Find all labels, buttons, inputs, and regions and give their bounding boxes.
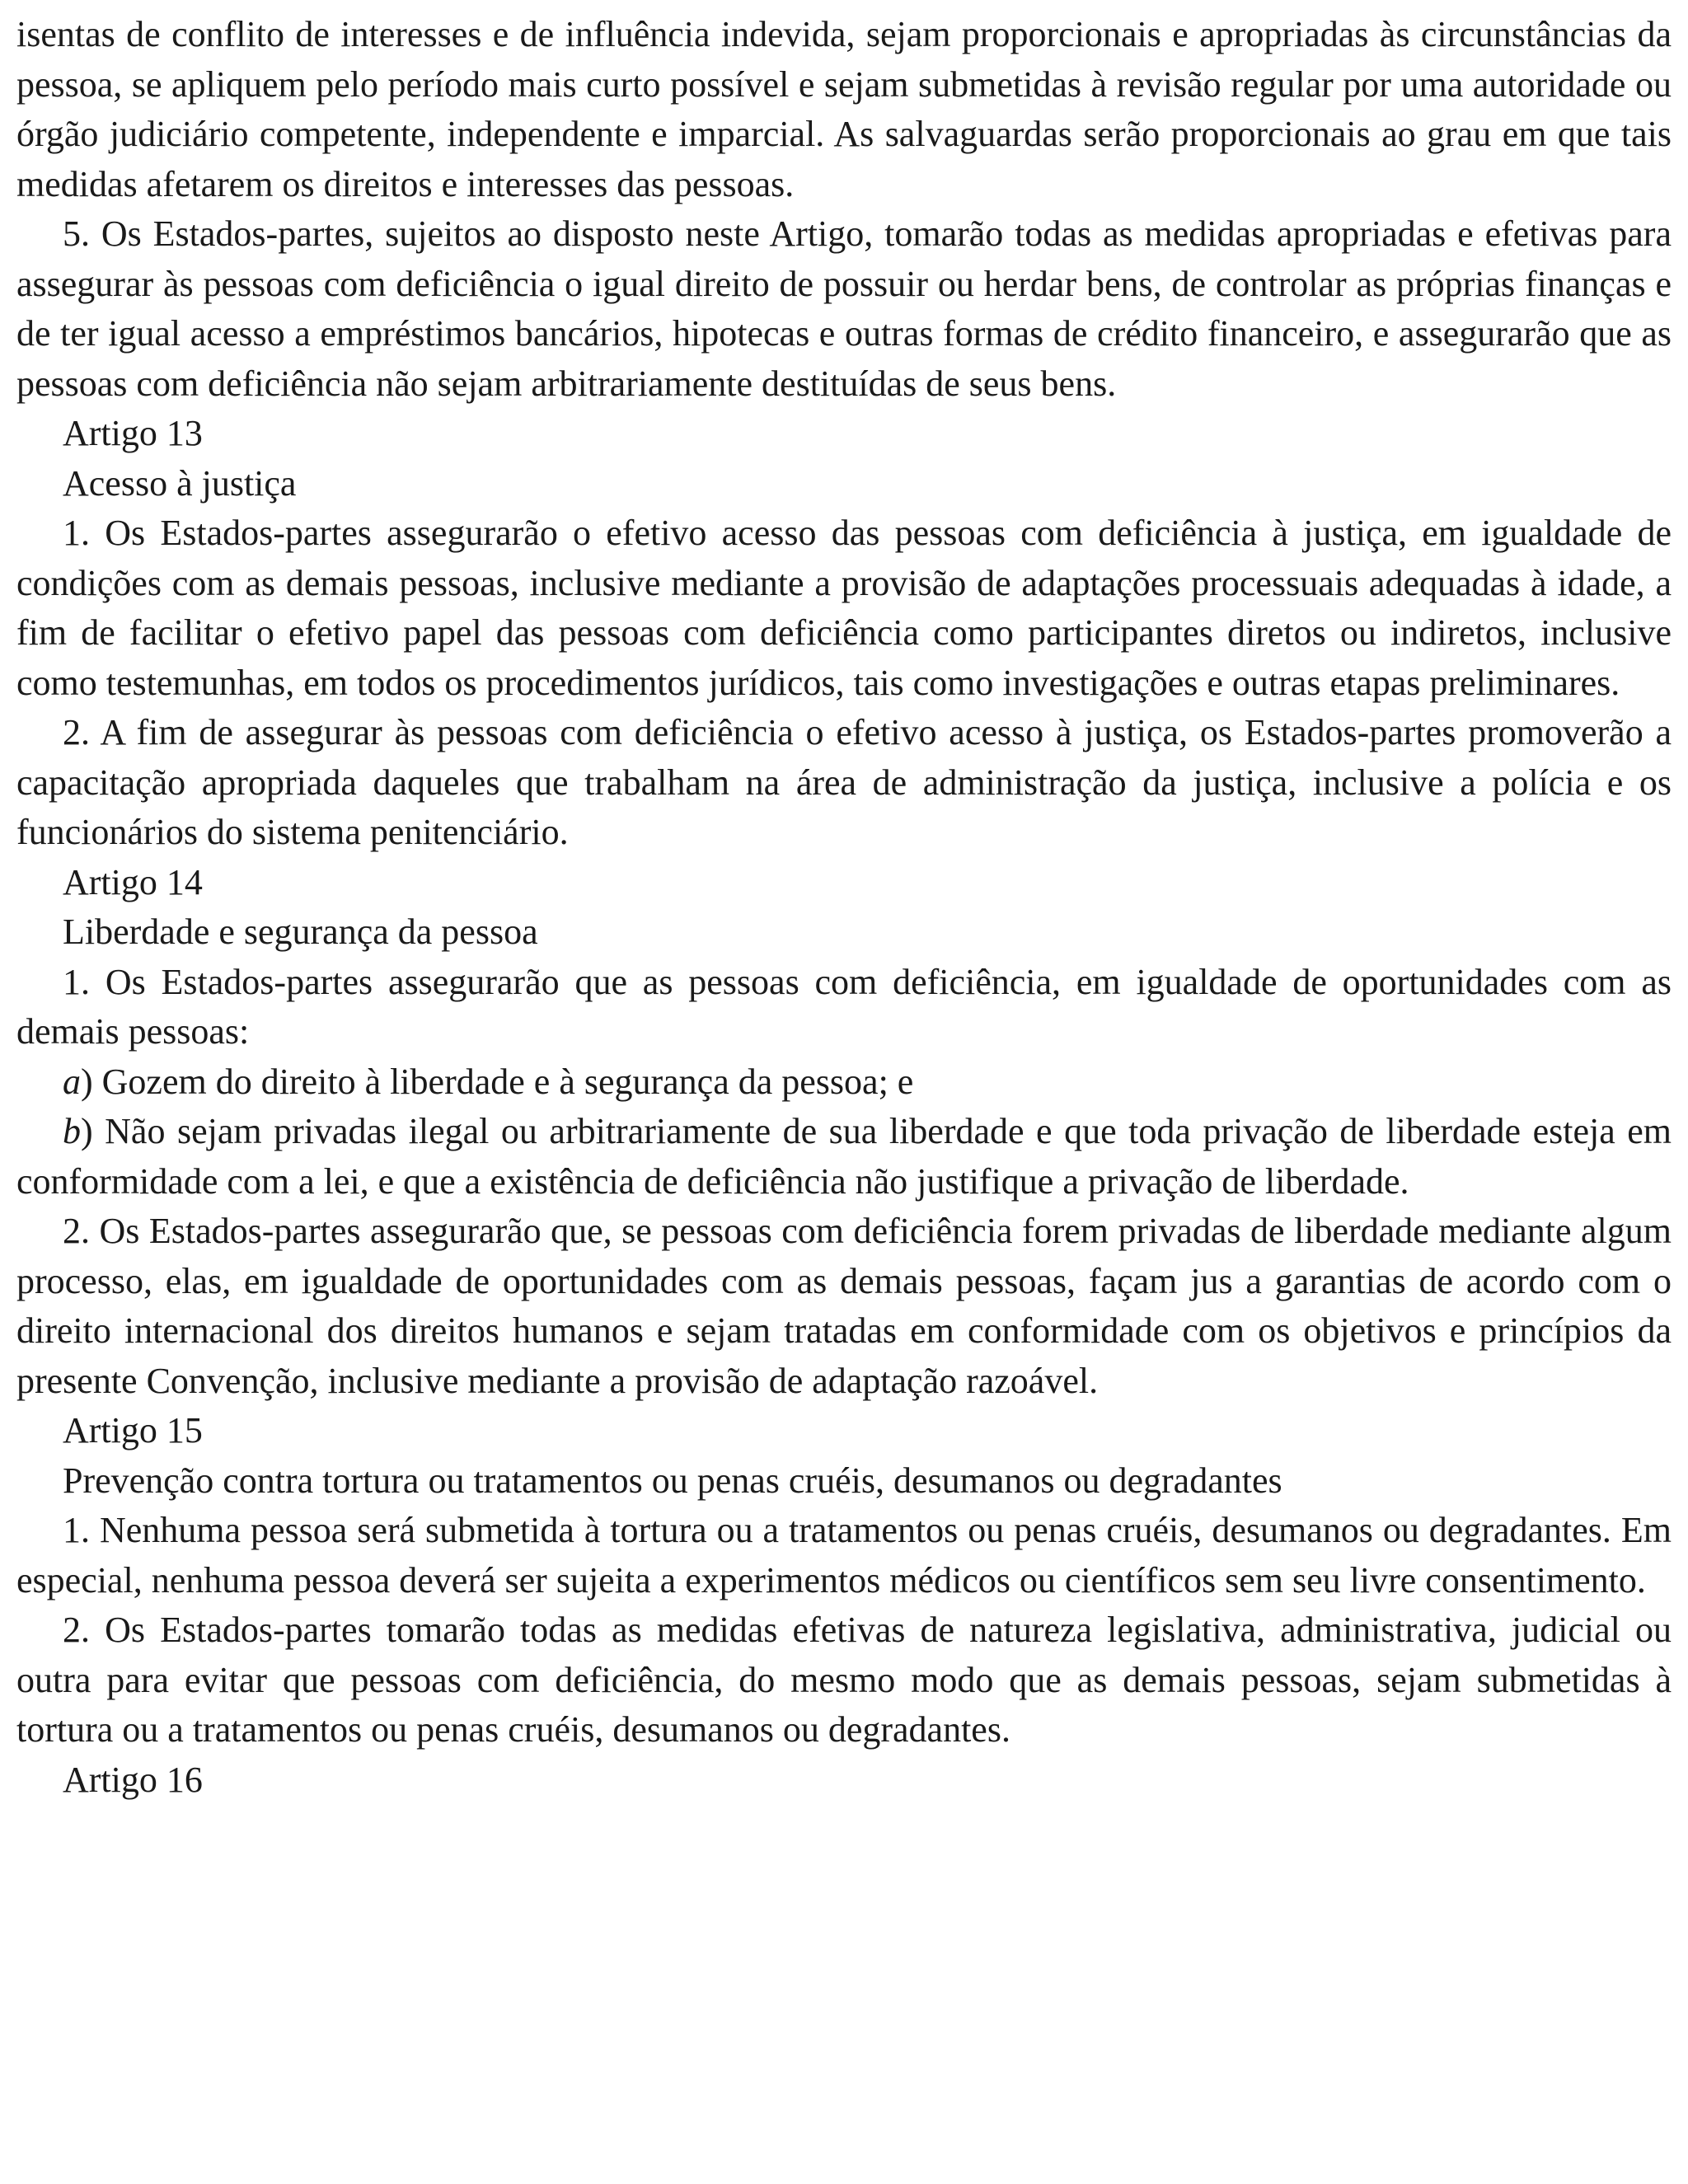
article-16-heading: Artigo 16 (63, 1759, 203, 1800)
item-letter-b: b (63, 1111, 81, 1151)
item-letter-a: a (63, 1061, 81, 1102)
article-14-heading: Artigo 14 (63, 861, 203, 902)
article-15-paragraph-2: 2. Os Estados-partes tomarão todas as medidas efetivas de natureza legislativa, administrativa, judicial ou outra para evitar que pessoas com deficiência, do mesmo modo que as demais pessoas, sejam submetidas à tortura ou a tratamentos ou penas cruéis, desumanos ou degradantes. (16, 1610, 1672, 1750)
article-15-title: Prevenção contra tortura ou tratamentos ou penas cruéis, desumanos ou degradantes (63, 1460, 1282, 1501)
article-13-title: Acesso à justiça (63, 462, 297, 504)
article-14-item-a (16, 1057, 1672, 1108)
article-14-item-b (16, 1107, 1672, 1207)
article-15-paragraph-1: 1. Nenhuma pessoa será submetida à tortura ou a tratamentos ou penas cruéis, desumanos ou degradantes. Em especial, nenhuma pessoa deverá ser sujeita a experimentos médicos ou científicos sem seu livre consentimento. (16, 1510, 1672, 1601)
paragraph-property-rights: 5. Os Estados-partes, sujeitos ao disposto neste Artigo, tomarão todas as medidas apropriadas e efetivas para assegurar às pessoas com deficiência o igual direito de possuir ou herdar bens, de controlar as próprias finanças e de ter igual acesso a empréstimos bancários, hipotecas e outras formas de crédito financeiro, e assegurarão que as pessoas com deficiência não sejam arbitrariamente destituídas de seus bens. (16, 213, 1672, 404)
article-14-paragraph-1: 1. Os Estados-partes assegurarão que as pessoas com deficiência, em igualdade de oportunidades com as demais pessoas: (16, 961, 1672, 1052)
article-13-paragraph-1: 1. Os Estados-partes assegurarão o efetivo acesso das pessoas com deficiência à justiça, em igualdade de condições com as demais pessoas, inclusive mediante a provisão de adaptações processuais adequadas à idade, a fim de facilitar o efetivo papel das pessoas com deficiência como participantes diretos ou indiretos, inclusive como testemunhas, em todos os procedimentos jurídicos, tais como investigações e outras etapas preliminares. (16, 513, 1672, 703)
item-a-text: ) Gozem do direito à liberdade e à segurança da pessoa; e (81, 1061, 914, 1102)
article-13-paragraph-2: 2. A fim de assegurar às pessoas com deficiência o efetivo acesso à justiça, os Estados-partes promoverão a capacitação apropriada daqueles que trabalham na área de administração da justiça, inclusive a polícia e os funcionários do sistema penitenciário. (16, 712, 1672, 852)
article-15-heading: Artigo 15 (63, 1410, 203, 1451)
paragraph-safeguards-continuation: isentas de conflito de interesses e de influência indevida, sejam proporcionais e apropriadas às circunstâncias da pessoa, se apliquem pelo período mais curto possível e sejam submetidas à revisão regular por uma autoridade ou órgão judiciário competente, independente e imparcial. As salvaguardas serão proporcionais ao grau em que tais medidas afetarem os direitos e interesses das pessoas. (16, 14, 1672, 204)
item-b-text: ) Não sejam privadas ilegal ou arbitrariamente de sua liberdade e que toda privação de liberdade esteja em conformidade com a lei, e que a existência de deficiência não justifique a privação de liberdade. (16, 1111, 1672, 1202)
article-14-paragraph-2: 2. Os Estados-partes assegurarão que, se pessoas com deficiência forem privadas de liberdade mediante algum processo, elas, em igualdade de oportunidades com as demais pessoas, façam jus a garantias de acordo com o direito internacional dos direitos humanos e sejam tratadas em conformidade com os objetivos e princípios da presente Convenção, inclusive mediante a provisão de adaptação razoável. (16, 1211, 1672, 1401)
article-14-title: Liberdade e segurança da pessoa (63, 912, 538, 952)
article-13-heading: Artigo 13 (63, 413, 203, 453)
